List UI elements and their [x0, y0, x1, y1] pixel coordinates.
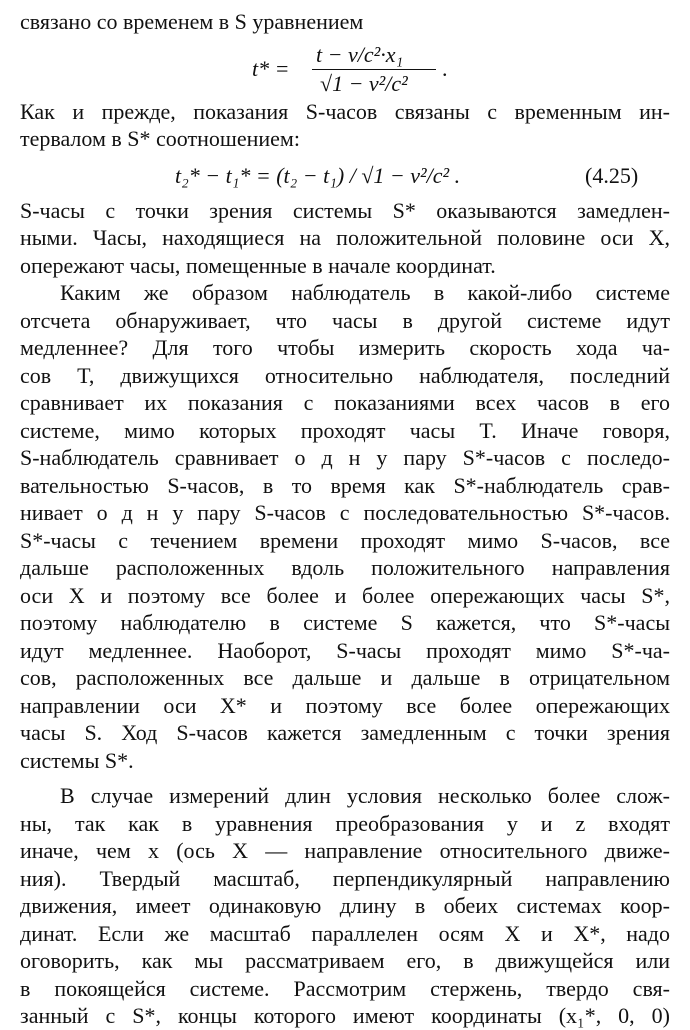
text-line: часы S. Ход S-часов кажется замедленным с точки зрения: [20, 720, 670, 745]
text-line: S-часы с точки зрения системы S* оказываются замедлен-: [20, 197, 670, 223]
text-line: в покоящейся системе. Рассмотрим стержень, твердо свя-: [20, 975, 670, 1001]
equation-number: (4.25): [585, 162, 639, 188]
formula-lhs: t* =: [252, 55, 290, 81]
formula-body: t₂* − t₁* = (t₂ − t₁) / √1 − v²/c² .: [175, 162, 461, 188]
text-line: динат. Если же масштаб параллелен осям X и X*, надо: [20, 920, 670, 946]
text-line: поэтому наблюдателю в системе S кажется, что S*-часы: [20, 610, 670, 635]
formula-4-25: [20, 155, 670, 197]
formula-numerator: t − v/c²·x₁: [316, 41, 404, 67]
text-line: тервалом в S* соотношением:: [20, 126, 300, 151]
text-line: Каким же образом наблюдатель в какой-либо системе: [60, 280, 670, 305]
formula-end: .: [442, 55, 448, 81]
text-line: Как и прежде, показания S-часов связаны с временным ин-: [20, 98, 670, 124]
text-line: S-наблюдатель сравнивает о д н у пару S*-часов с последо-: [20, 445, 670, 470]
text-line: отсчета обнаруживает, что часы в другой системе идут: [20, 307, 670, 333]
text-line: оси X и поэтому все более и более опережающих часы S*,: [20, 582, 670, 608]
text-line: сов T, движущихся относительно наблюдателя, последний: [20, 362, 670, 388]
book-page: [20, 8, 670, 1030]
text-line: занный с S*, концы которого имеют координаты (x₁*, 0, 0): [20, 1003, 670, 1028]
text-line: оговорить, как мы рассматриваем его, в движущейся или: [20, 948, 670, 973]
text-line: сравнивает их показания с показаниями всех часов в его: [20, 390, 670, 415]
text-line: идут медленнее. Наоборот, S-часы проходят мимо S*-ча-: [20, 637, 670, 663]
formula-denominator: √1 − v²/c²: [320, 70, 408, 96]
text-line: ны, так как в уравнения преобразования y и z входят: [20, 810, 670, 836]
text-line: сов, расположенных все дальше и дальше в отрицательном: [20, 665, 670, 690]
text-line: движения, имеет одинаковую длину в обеих системах коор-: [20, 893, 670, 918]
text-line: связано со временем в S уравнением: [20, 9, 364, 34]
text-line: системе, мимо которых проходят часы T. Иначе говоря,: [20, 417, 670, 443]
text-line: ния). Твердый масштаб, перпендикулярный направлению: [20, 865, 670, 891]
text-line: нивает о д н у пару S-часов с последовательностью S*-часов.: [20, 500, 670, 525]
formula-time-transform: [20, 36, 670, 98]
text-line: системы S*.: [20, 747, 134, 773]
text-line: опережают часы, помещенные в начале координат.: [20, 252, 496, 278]
text-line: В случае измерений длин условия несколько более слож-: [60, 783, 670, 808]
fraction-bar: [312, 69, 436, 70]
text-line: S*-часы с течением времени проходят мимо S-часов, все: [20, 527, 670, 553]
text-line: иначе, чем x (ось X — направление относительного движе-: [20, 838, 670, 863]
text-line: медленнее? Для того чтобы измерить скорость хода ча-: [20, 335, 670, 360]
text-line: ными. Часы, находящиеся на положительной половине оси X,: [20, 225, 670, 250]
text-line: направлении оси X* и поэтому все более опережающих: [20, 692, 670, 718]
text-line: дальше расположенных вдоль положительного направления: [20, 555, 670, 580]
text-line: вательностью S-часов, в то время как S*-наблюдатель срав-: [20, 472, 670, 498]
